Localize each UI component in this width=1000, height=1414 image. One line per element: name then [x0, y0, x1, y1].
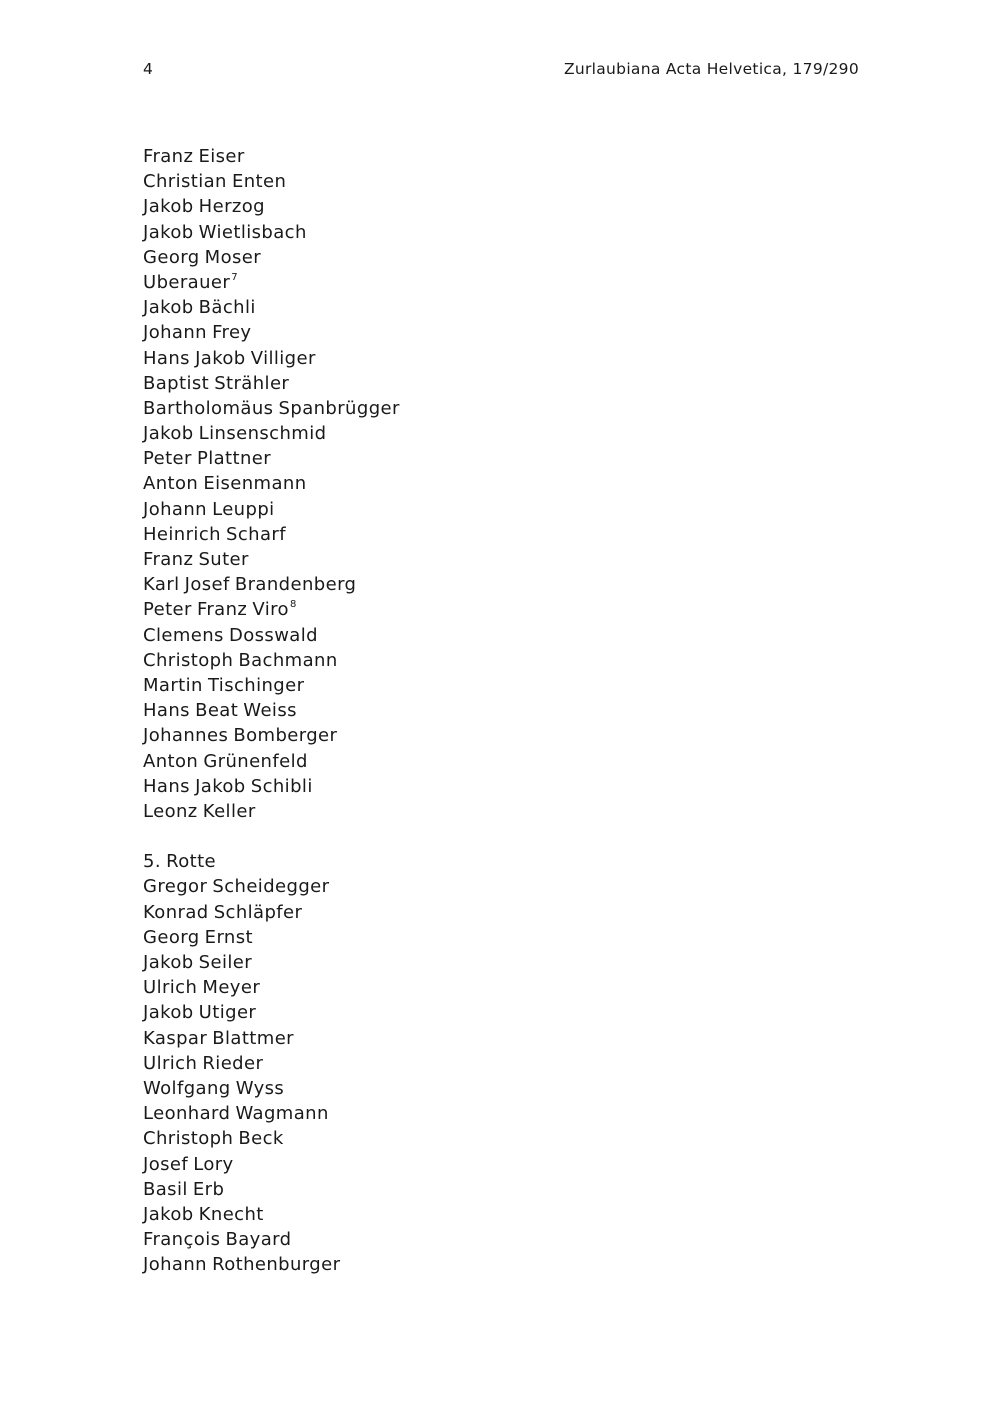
- section-spacer: [143, 824, 400, 849]
- name-entry: [143, 1177, 400, 1202]
- name-entry: [143, 1000, 400, 1025]
- name-entry: [143, 673, 400, 698]
- name-entry: [143, 950, 400, 975]
- person-name: Jakob Wietlisbach: [143, 221, 307, 243]
- person-name: François Bayard: [143, 1229, 292, 1251]
- person-name: Karl Josef Brandenberg: [143, 574, 357, 596]
- person-name: Jakob Knecht: [143, 1203, 264, 1225]
- person-name: Leonhard Wagmann: [143, 1103, 329, 1125]
- person-name: Jakob Herzog: [143, 196, 265, 218]
- name-entry: [143, 874, 400, 899]
- name-entry: [143, 144, 400, 169]
- name-entry: [143, 925, 400, 950]
- person-name: Georg Ernst: [143, 926, 253, 948]
- name-entry: [143, 169, 400, 194]
- name-entry: [143, 900, 400, 925]
- person-name: Johann Leuppi: [143, 498, 275, 520]
- name-entry: [143, 1227, 400, 1252]
- person-name: Jakob Utiger: [143, 1002, 257, 1024]
- running-title: Zurlaubiana Acta Helvetica, 179/290: [563, 60, 859, 78]
- person-name: Jakob Seiler: [143, 952, 253, 973]
- person-name: Basil Erb: [143, 1178, 225, 1200]
- name-entry: [143, 295, 400, 320]
- person-name: Kaspar Blattmer: [143, 1027, 294, 1049]
- name-entry: [143, 346, 400, 371]
- person-name: Heinrich Scharf: [143, 523, 286, 545]
- name-entry: [143, 371, 400, 396]
- person-name: Christoph Bachmann: [143, 649, 338, 671]
- name-entry: [143, 799, 400, 824]
- name-entry: [143, 497, 400, 522]
- person-name: Gregor Scheidegger: [143, 876, 330, 898]
- name-entry: [143, 774, 400, 799]
- name-entry: [143, 220, 400, 245]
- person-name: Jakob Bächli: [143, 297, 256, 319]
- name-entry: [143, 723, 400, 748]
- person-name: Clemens Dosswald: [143, 624, 318, 646]
- name-entry: [143, 1152, 400, 1177]
- person-name: Hans Beat Weiss: [143, 700, 297, 722]
- page-header: [143, 57, 859, 81]
- name-entry: [143, 194, 400, 219]
- name-entry: [143, 698, 400, 723]
- name-entry: [143, 648, 400, 673]
- person-name: Baptist Strähler: [143, 372, 290, 394]
- person-name: Peter Franz Viro: [143, 599, 289, 621]
- name-entry: [143, 446, 400, 471]
- name-entry: [143, 320, 400, 345]
- person-name: Uberauer: [143, 271, 231, 293]
- footnote-marker[interactable]: 8: [289, 599, 297, 611]
- person-name: Hans Jakob Villiger: [143, 347, 316, 369]
- person-name: Johann Frey: [143, 322, 252, 344]
- name-entry: [143, 522, 400, 547]
- name-entry: [143, 749, 400, 774]
- name-list-1: [143, 144, 400, 824]
- name-entry: [143, 623, 400, 648]
- person-name: Bartholomäus Spanbrügger: [143, 397, 400, 419]
- name-entry: [143, 1126, 400, 1151]
- person-name: Johann Rothenburger: [143, 1254, 341, 1276]
- name-entry: [143, 1202, 400, 1227]
- name-entry: [143, 572, 400, 597]
- person-name: Johannes Bomberger: [143, 725, 338, 747]
- name-entry: [143, 471, 400, 496]
- person-name: Anton Eisenmann: [143, 473, 307, 495]
- page-number: 4: [143, 60, 154, 78]
- person-name: Josef Lory: [143, 1153, 234, 1175]
- name-entry: [143, 1051, 400, 1076]
- name-entry: [143, 1026, 400, 1051]
- person-name: Ulrich Rieder: [143, 1052, 264, 1074]
- name-entry: [143, 245, 400, 270]
- person-name: Christoph Beck: [143, 1128, 284, 1150]
- name-entry: [143, 270, 400, 295]
- person-name: Leonz Keller: [143, 800, 256, 822]
- name-entry: [143, 975, 400, 1000]
- person-name: Peter Plattner: [143, 448, 272, 470]
- name-entry: [143, 547, 400, 572]
- person-name: Anton Grünenfeld: [143, 750, 308, 772]
- person-name: Hans Jakob Schibli: [143, 775, 313, 797]
- person-name: Christian Enten: [143, 171, 287, 193]
- person-name: Franz Suter: [143, 549, 249, 570]
- section-heading: 5. Rotte: [143, 851, 216, 873]
- person-name: Georg Moser: [143, 246, 262, 268]
- name-entry: [143, 396, 400, 421]
- footnote-marker[interactable]: 7: [231, 271, 238, 283]
- person-name: Martin Tischinger: [143, 674, 305, 696]
- name-list-body: [143, 144, 400, 1277]
- person-name: Franz Eiser: [143, 146, 245, 167]
- name-entry: [143, 597, 400, 622]
- name-entry: [143, 1101, 400, 1126]
- name-list-2: [143, 874, 400, 1277]
- name-entry: [143, 421, 400, 446]
- person-name: Konrad Schläpfer: [143, 901, 303, 923]
- name-entry: [143, 1076, 400, 1101]
- person-name: Ulrich Meyer: [143, 977, 261, 999]
- name-entry: [143, 1252, 400, 1277]
- person-name: Wolfgang Wyss: [143, 1077, 285, 1099]
- person-name: Jakob Linsenschmid: [143, 423, 327, 445]
